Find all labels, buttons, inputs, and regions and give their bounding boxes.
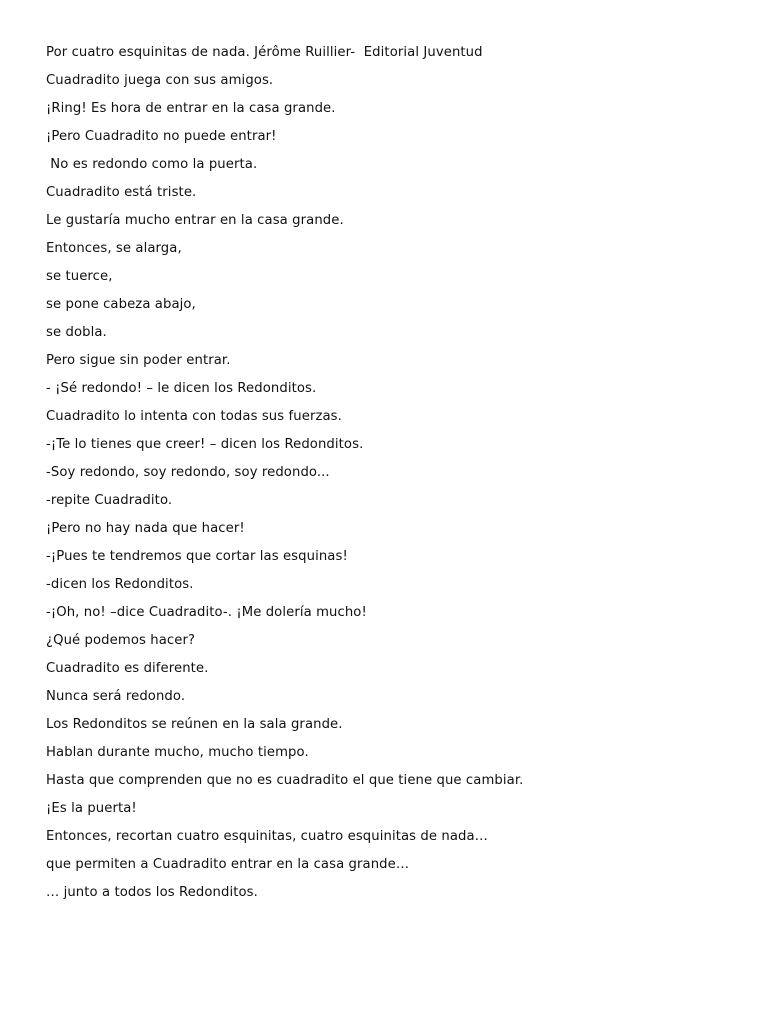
text-line: No es redondo como la puerta. bbox=[46, 157, 258, 172]
text-line: ¡Es la puerta! bbox=[46, 801, 137, 816]
text-line: Nunca será redondo. bbox=[46, 689, 186, 704]
text-line: Hablan durante mucho, mucho tiempo. bbox=[46, 745, 309, 760]
text-line: que permiten a Cuadradito entrar en la casa grande… bbox=[46, 857, 410, 872]
story-text bbox=[46, 41, 746, 909]
text-line: -dicen los Redonditos. bbox=[46, 577, 194, 592]
text-line: ¡Ring! Es hora de entrar en la casa grande. bbox=[46, 101, 336, 116]
text-line: se pone cabeza abajo, bbox=[46, 297, 196, 312]
text-line: Le gustaría mucho entrar en la casa grande. bbox=[46, 213, 344, 228]
text-line: Hasta que comprenden que no es cuadradito el que tiene que cambiar. bbox=[46, 773, 524, 788]
text-line: Cuadradito es diferente. bbox=[46, 661, 209, 676]
title-line: Por cuatro esquinitas de nada. Jérôme Ruillier- Editorial Juventud bbox=[46, 45, 483, 60]
text-line: se dobla. bbox=[46, 325, 107, 340]
text-line: Pero sigue sin poder entrar. bbox=[46, 353, 231, 368]
text-line: -¡Pues te tendremos que cortar las esquinas! bbox=[46, 549, 348, 564]
text-line: Entonces, se alarga, bbox=[46, 241, 182, 256]
text-line: -repite Cuadradito. bbox=[46, 493, 173, 508]
text-line: -¡Te lo tienes que creer! – dicen los Redonditos. bbox=[46, 437, 364, 452]
text-line: ¡Pero no hay nada que hacer! bbox=[46, 521, 245, 536]
text-line: -Soy redondo, soy redondo, soy redondo... bbox=[46, 465, 330, 480]
text-line: … junto a todos los Redonditos. bbox=[46, 885, 258, 900]
text-line: Los Redonditos se reúnen en la sala grande. bbox=[46, 717, 343, 732]
text-line: Entonces, recortan cuatro esquinitas, cuatro esquinitas de nada… bbox=[46, 829, 488, 844]
text-line: se tuerce, bbox=[46, 269, 113, 284]
text-line: -¡Oh, no! –dice Cuadradito-. ¡Me dolería mucho! bbox=[46, 605, 367, 620]
text-line: Cuadradito está triste. bbox=[46, 185, 197, 200]
text-line: ¿Qué podemos hacer? bbox=[46, 633, 196, 648]
text-line: - ¡Sé redondo! – le dicen los Redonditos. bbox=[46, 381, 317, 396]
text-line: Cuadradito juega con sus amigos. bbox=[46, 73, 274, 88]
text-line: ¡Pero Cuadradito no puede entrar! bbox=[46, 129, 277, 144]
text-line: Cuadradito lo intenta con todas sus fuerzas. bbox=[46, 409, 342, 424]
